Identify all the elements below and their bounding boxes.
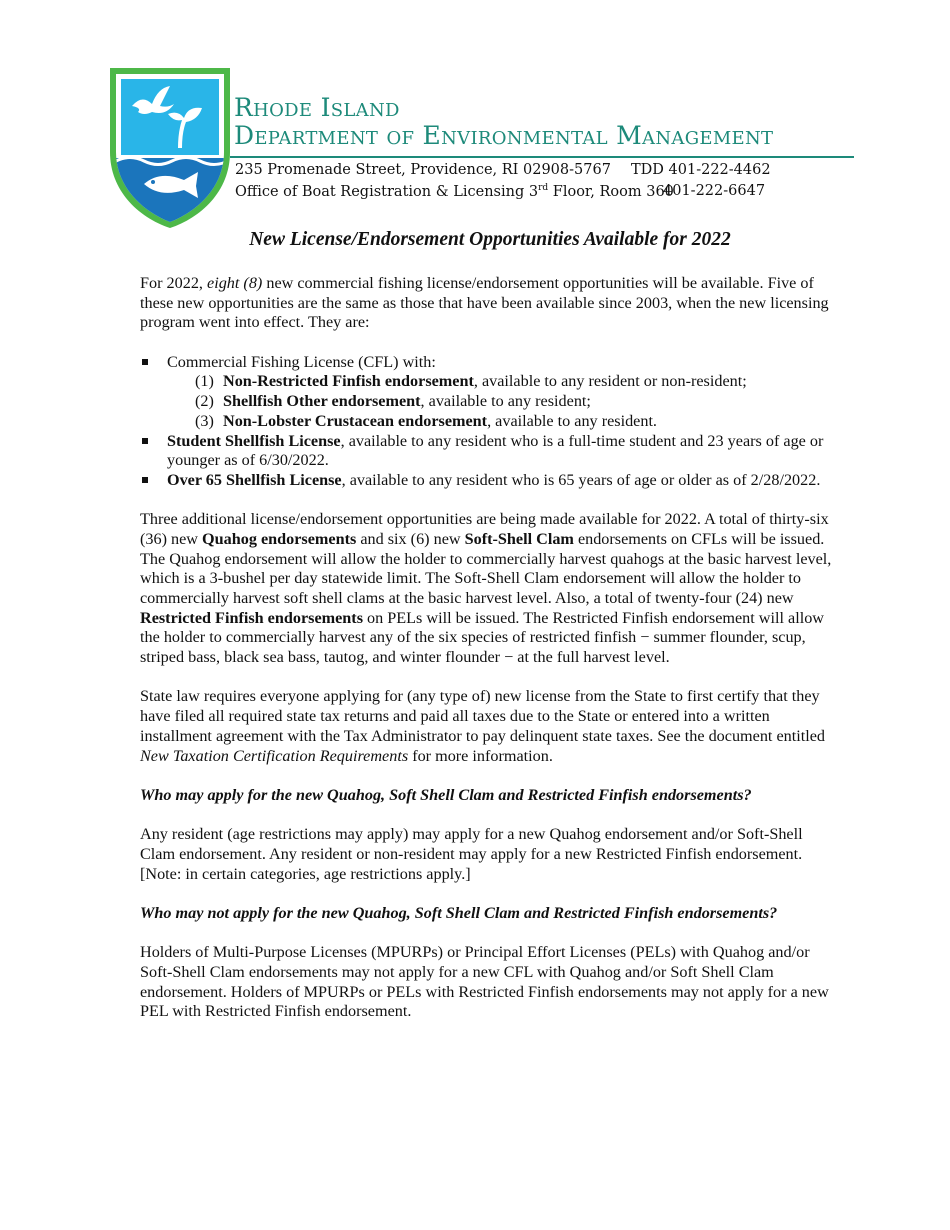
office-phone: 401-222-6647: [663, 183, 766, 199]
question-who-may-apply: Who may apply for the new Quahog, Soft Shell Clam and Restricted Finfish endorsements?: [140, 785, 752, 804]
letterhead-text: [234, 94, 856, 150]
list-item: Over 65 Shellfish License, available to any resident who is 65 years of age or older as of 2/28/2022.: [140, 471, 840, 491]
additional-opportunities-paragraph: Three additional license/endorsement opportunities are being made available for 2022. A total of thirty-six (36) new Quahog endorsements and six (6) new Soft-Shell Clam endorsements on CFLs will be issued. The Quahog endorsement will allow the holder to commercially harvest quahogs at the basic harvest level, which is a 3-bushel per day statewide limit. The Soft-Shell Clam endorsement will allow the holder to commercially harvest soft shell clams at the basic harvest level. Also, a total of twenty-four (24) new Restricted Finfish endorsements on PELs will be issued. The Restricted Finfish endorsement will allow the holder to commercially harvest any of the six species of restricted finfish − summer flounder, scup, striped bass, black sea bass, tautog, and winter flounder − at the full harvest level.: [140, 510, 832, 667]
list-item: (1) Non-Restricted Finfish endorsement, available to any resident or non-resident;: [195, 372, 747, 391]
department-name: Department of Environmental Management: [234, 121, 774, 150]
answer-who-may-apply: Any resident (age restrictions may apply) may apply for a new Quahog endorsement and/or Soft-Shell Clam endorsement. Any resident or non-resident may apply for a new Restricted Finfish endorsement. [Note: in certain categories, age restrictions apply.]: [140, 825, 803, 883]
document-body: [140, 228, 840, 1042]
letterhead: [108, 66, 868, 232]
list-item: Student Shellfish License, available to any resident who is a full-time student and 23 years of age or younger as of 6/30/2022.: [140, 432, 840, 471]
street-address: 235 Promenade Street, Providence, RI 02908-5767: [235, 162, 611, 178]
list-item: Commercial Fishing License (CFL) with: (1) Non-Restricted Finfish endorsement, available to any resident or non-resident; (2) Shellfish Other endorsement, available to any resident; (3) Non-Lobster Crustacean endorsement, available to any resident.: [140, 353, 840, 432]
question-who-may-not-apply: Who may not apply for the new Quahog, Soft Shell Clam and Restricted Finfish endorsements?: [140, 903, 778, 922]
office-name: Office of Boat Registration & Licensing 3rd Floor, Room 360: [235, 183, 674, 200]
list-item: (2) Shellfish Other endorsement, available to any resident;: [195, 392, 591, 411]
state-name: Rhode Island: [234, 93, 400, 122]
letterhead-rule: [230, 156, 854, 158]
tdd-phone: TDD 401-222-4462: [631, 162, 771, 178]
square-bullet-icon: [142, 438, 148, 444]
license-list: [140, 353, 840, 491]
square-bullet-icon: [142, 477, 148, 483]
endorsement-sublist: [167, 372, 840, 431]
list-item: (3) Non-Lobster Crustacean endorsement, available to any resident.: [195, 411, 657, 430]
office-line: [235, 183, 835, 200]
tax-requirement-paragraph: State law requires everyone applying for (any type of) new license from the State to first certify that they have filed all required state tax returns and paid all taxes due to the State or entered into a written installment agreement with the Tax Administrator to pay delinquent state taxes. See the document entitled New Taxation Certification Requirements for more information.: [140, 687, 826, 765]
document-title: New License/Endorsement Opportunities Available for 2022: [249, 229, 731, 250]
address-line: [235, 162, 835, 178]
ri-dem-shield-logo: [108, 66, 232, 228]
square-bullet-icon: [142, 359, 148, 365]
answer-who-may-not-apply: Holders of Multi-Purpose Licenses (MPURPs) or Principal Effort Licenses (PELs) with Quahog and/or Soft-Shell Clam endorsements may not apply for a new CFL with Quahog and/or Soft Shell Clam endorsement. Holders of MPURPs or PELs with Restricted Finfish endorsements may not apply for a new PEL with Restricted Finfish endorsement.: [140, 943, 829, 1021]
intro-paragraph: For 2022, eight (8) new commercial fishing license/endorsement opportunities will be available. Five of these new opportunities are the same as those that have been available since 2003, when the new licensing program went into effect. They are:: [140, 274, 829, 332]
